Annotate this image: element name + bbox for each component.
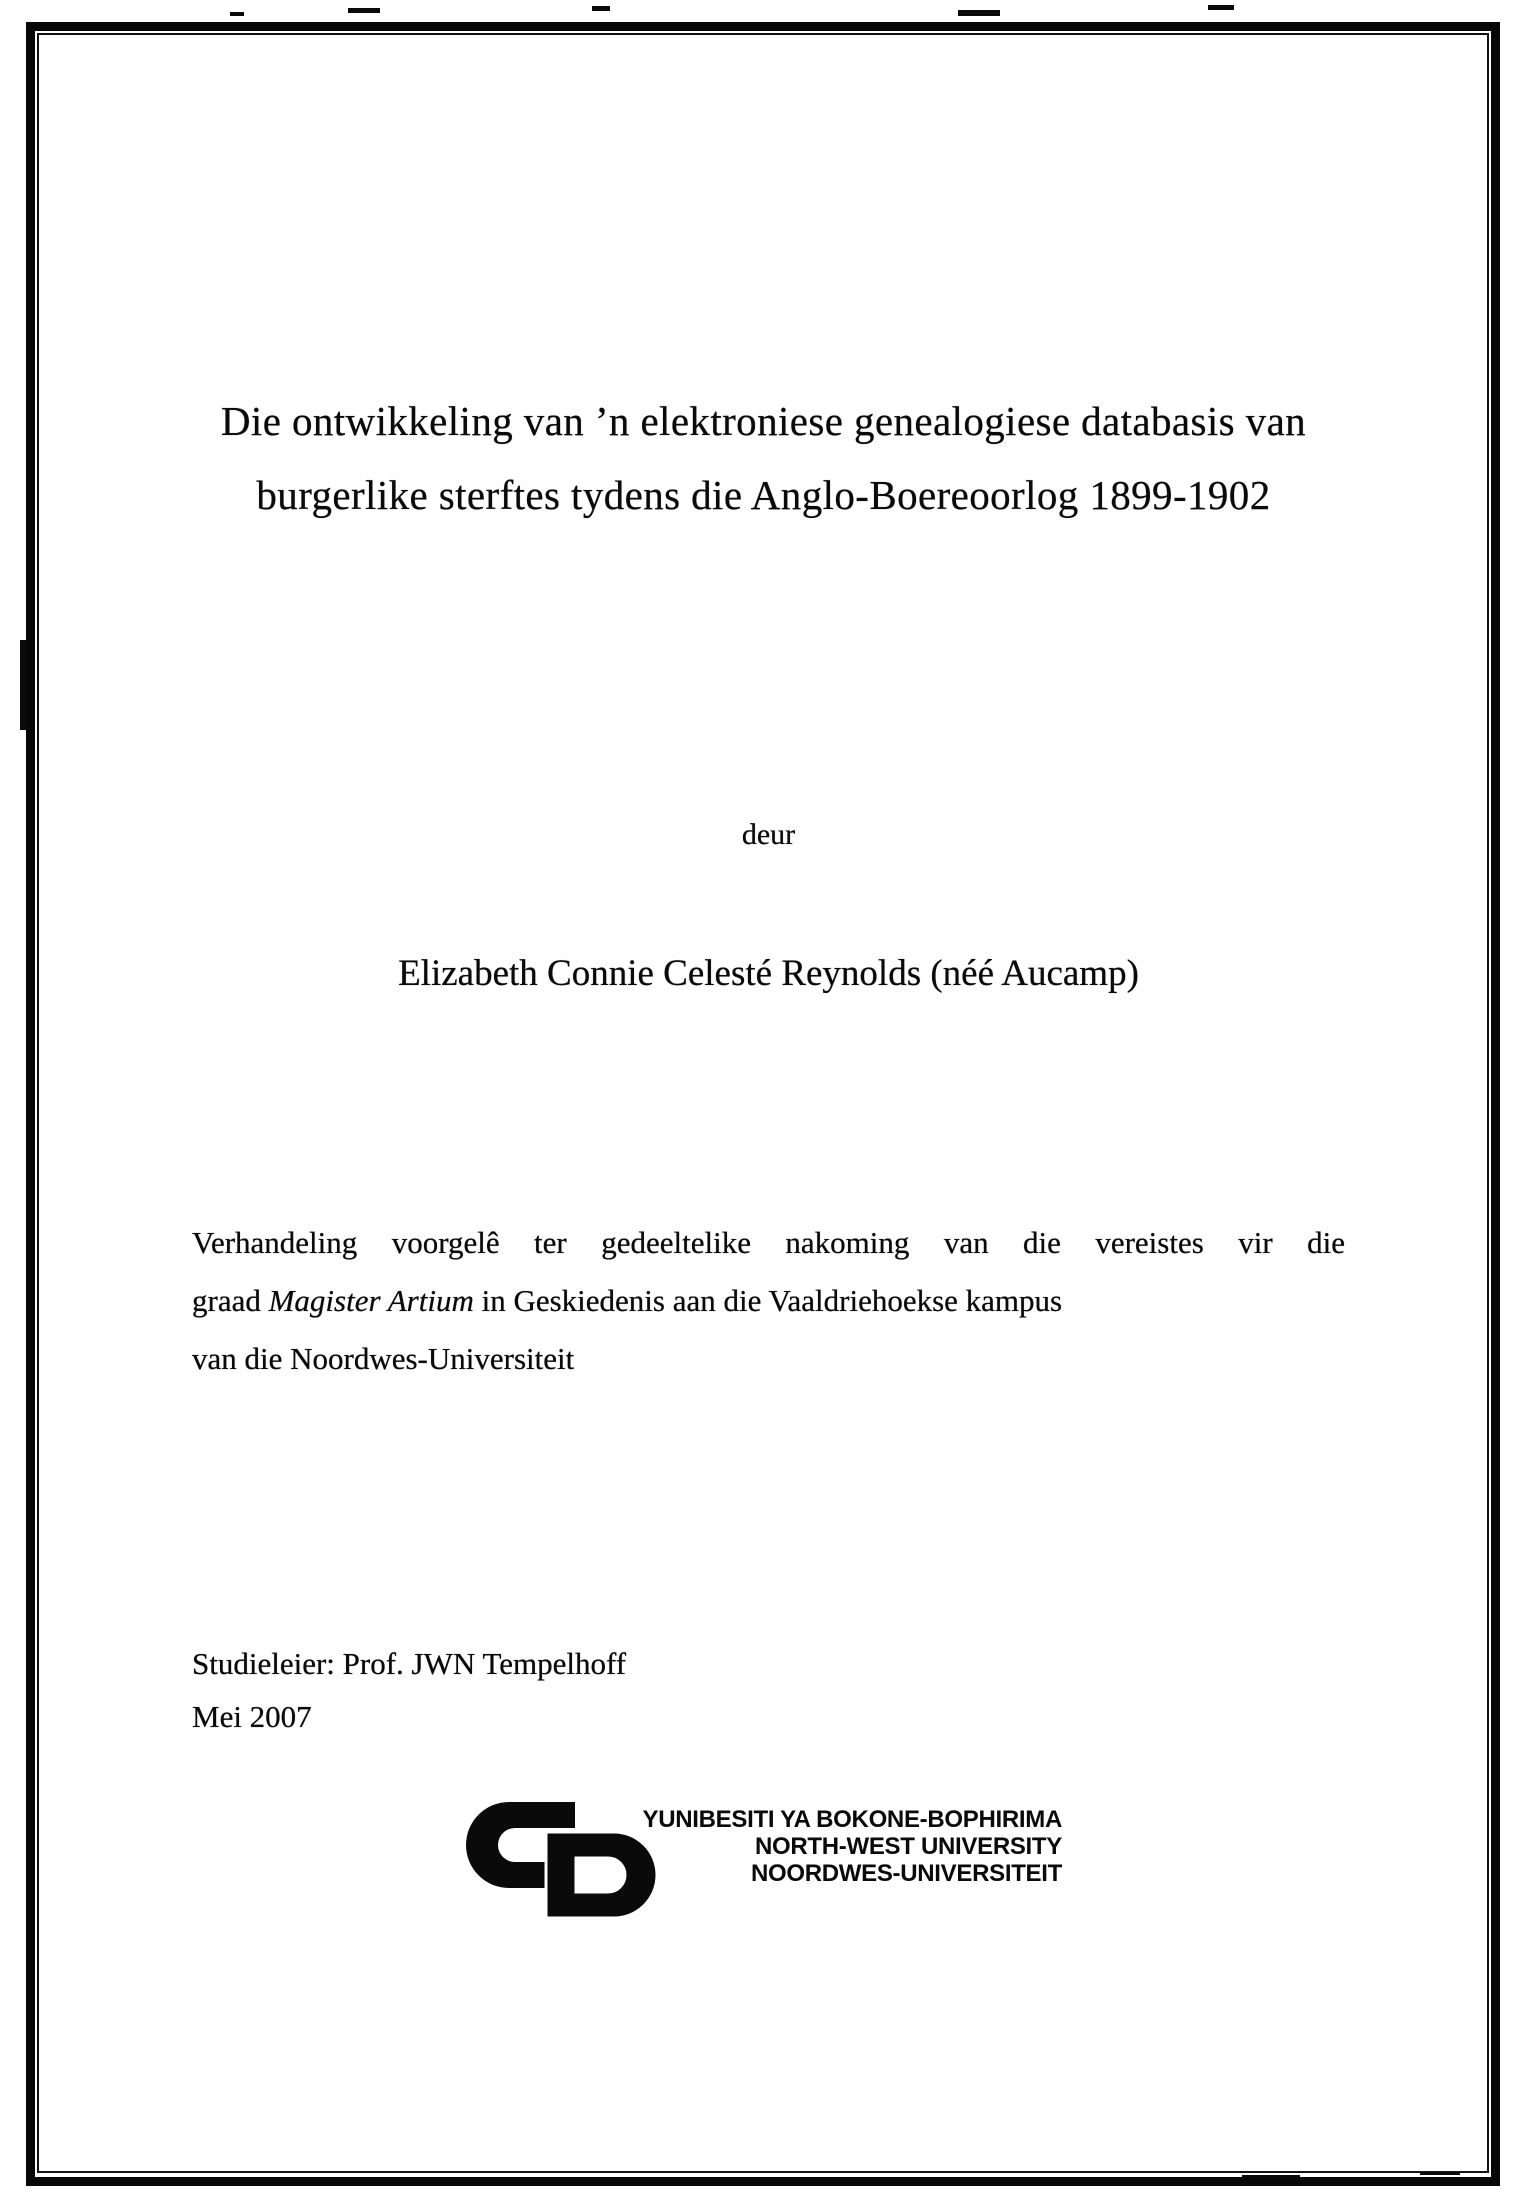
thesis-title-line-2: burgerlike sterftes tydens die Anglo-Boereoorlog 1899-1902 — [256, 472, 1271, 518]
scan-artifact — [348, 8, 380, 13]
supervisor-block — [192, 1637, 626, 1743]
thesis-title-line-1: Die ontwikkeling van ’n elektroniese genealogiese databasis van — [220, 398, 1307, 444]
submission-line-3: van die Noordwes-Universiteit — [192, 1341, 575, 1376]
logo-text-setswana: YUNIBESITI YA BOKONE-BOPHIRIMA — [642, 1806, 1062, 1833]
scan-artifact — [230, 12, 244, 16]
scan-artifact — [20, 640, 27, 730]
author-name: Elizabeth Connie Celesté Reynolds (néé Aucamp) — [398, 953, 1139, 994]
scan-artifact — [1420, 2172, 1460, 2175]
date-line: Mei 2007 — [192, 1699, 312, 1734]
scan-artifact — [958, 10, 1000, 16]
logo-text-english: NORTH-WEST UNIVERSITY — [754, 1833, 1062, 1860]
scan-artifact — [1242, 2175, 1300, 2178]
submission-line-2 — [192, 1272, 1345, 1330]
degree-name-italic: Magister Artium — [268, 1283, 474, 1318]
scan-artifact — [592, 6, 610, 11]
submission-line-2-prefix: graad — [192, 1283, 269, 1318]
university-logo-text — [588, 1806, 1062, 1887]
submission-line-1: Verhandeling voorgelê ter gedeeltelike nakoming van die vereistes vir die — [192, 1225, 1345, 1260]
logo-text-afrikaans: NOORDWES-UNIVERSITEIT — [750, 1860, 1062, 1887]
supervisor-line: Studieleier: Prof. JWN Tempelhoff — [192, 1646, 627, 1681]
thesis-title — [100, 384, 1427, 532]
byline-deur: deur — [741, 818, 796, 851]
submission-line-2-suffix: in Geskiedenis aan die Vaaldriehoekse kampus — [473, 1283, 1063, 1318]
submission-statement — [192, 1214, 1345, 1388]
scan-artifact — [1208, 5, 1234, 10]
